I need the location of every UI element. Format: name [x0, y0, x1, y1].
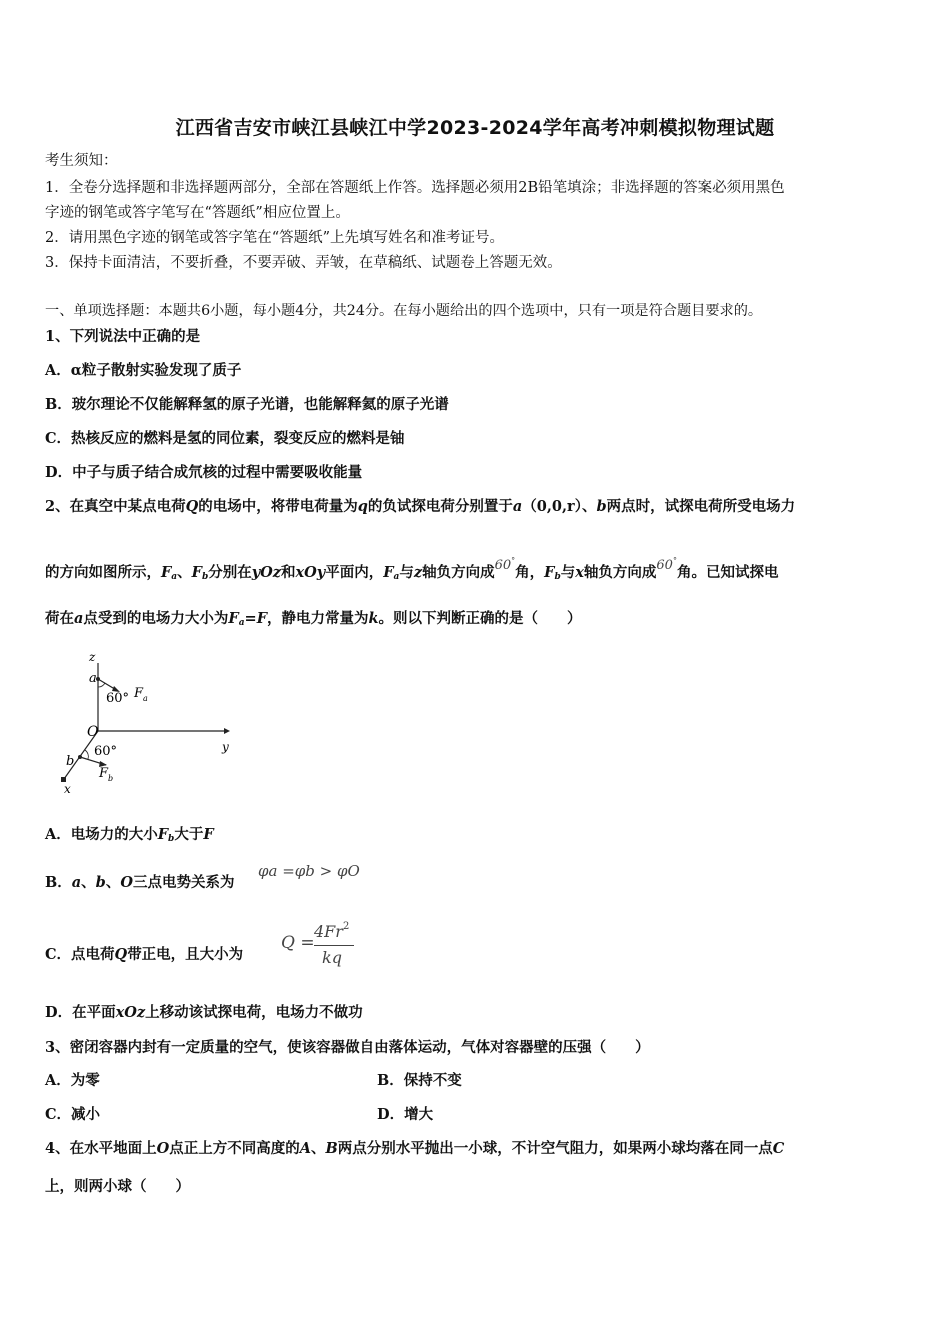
label-fa-sub: a [143, 694, 148, 703]
angle-60: 60° [494, 556, 516, 573]
question-2-line-3: 荷在a点受到的电场力大小为$F_a=F$，静电力常量为k。则以下判断正确的是（ ） [45, 610, 582, 628]
coordinate-figure [58, 645, 238, 797]
angle-arc-a [98, 683, 105, 687]
question-1-option-b: B．玻尔理论不仅能解释氢的原子光谱，也能解释氦的原子光谱 [45, 396, 449, 413]
question-3-option-a: A．为零 [45, 1072, 100, 1089]
angle-60: 60° [656, 556, 677, 573]
section-heading: 一、单项选择题：本题共6小题，每小题4分，共24分。在每小题给出的四个选项中，只有一项是符合题目要求的。 [45, 303, 763, 319]
fraction-bar [314, 945, 354, 946]
y-axis-arrow-icon [224, 728, 230, 734]
question-2-option-b: B．a、b、O三点电势关系为 [45, 874, 235, 891]
label-angle-a: 60° [106, 691, 130, 706]
question-3-option-c: C．减小 [45, 1106, 101, 1123]
page-title: 江西省吉安市峡江县峡江中学2023-2024学年高考冲刺模拟物理试题 [175, 117, 775, 139]
label-a: a [89, 671, 97, 686]
notice-item: 1．全卷分选择题和非选择题两部分，全部在答题纸上作答。选择题必须用2B铅笔填涂；非选择题的答案必须用黑色 [45, 180, 785, 196]
question-2-line-1: 2、在真空中某点电荷Q的电场中，将带电荷量为q的负试探电荷分别置于a（0,0,r）、b两点时，试探电荷所受电场力 [45, 498, 796, 515]
notice-item: 3．保持卡面清洁，不要折叠，不要弄破、弄皱，在草稿纸、试题卷上答题无效。 [45, 255, 562, 271]
question-2-option-d: D．在平面xOz上移动该试探电荷，电场力不做功 [45, 1004, 363, 1021]
label-angle-b: 60° [94, 744, 118, 759]
label-fb: F [99, 766, 109, 781]
question-4-line-1: 4、在水平地面上O点正上方不同高度的A、B两点分别水平抛出一小球，不计空气阻力，如果两小球均落在同一点C [45, 1140, 785, 1157]
question-1-option-c: C．热核反应的燃料是氢的同位素，裂变反应的燃料是铀 [45, 430, 405, 447]
label-z: z [89, 650, 96, 664]
label-x: x [64, 782, 71, 796]
label-y: y [222, 740, 229, 754]
question-2-option-a: A．电场力的大小$F_b$大于F [45, 826, 214, 844]
notice-item: 字迹的钢笔或答字笔写在“答题纸”相应位置上。 [45, 205, 350, 221]
label-fb-sub: b [108, 774, 114, 783]
notice-heading: 考生须知： [45, 153, 118, 169]
question-1-option-d: D．中子与质子结合成氘核的过程中需要吸收能量 [45, 464, 363, 481]
question-3-option-b: B．保持不变 [377, 1072, 462, 1089]
question-3-option-d: D．增大 [377, 1106, 434, 1123]
potential-relation-formula: φa =φb > φO [258, 862, 360, 880]
question-2-option-c: C．点电荷Q带正电，且大小为 [45, 946, 244, 963]
label-fa: F [134, 686, 144, 701]
notice-item: 2．请用黑色字迹的钢笔或答字笔在“答题纸”上先填写姓名和准考证号。 [45, 230, 505, 246]
question-1-option-a: A．α粒子散射实验发现了质子 [45, 362, 242, 379]
question-2-line-2: 的方向如图所示，$F_a$、$F_b$分别在yOz和xOy平面内，$F_a$与z轴负方向成60°角，$F_b$与x轴负方向成60°角。已知试探电 [45, 556, 779, 582]
label-o: O [87, 724, 99, 740]
charge-formula-denominator: kq [322, 948, 342, 967]
label-b: b [66, 754, 75, 769]
angle-arc-b [85, 750, 88, 759]
charge-formula-numerator: 4Fr$^2$ [314, 921, 350, 941]
charge-formula-lhs: Q = [281, 933, 315, 953]
question-4-line-2: 上，则两小球（ ） [45, 1178, 190, 1195]
question-3-stem: 3、密闭容器内封有一定质量的空气，使该容器做自由落体运动，气体对容器壁的压强（ ） [45, 1039, 650, 1056]
question-1-stem: 1、下列说法中正确的是 [45, 328, 201, 345]
